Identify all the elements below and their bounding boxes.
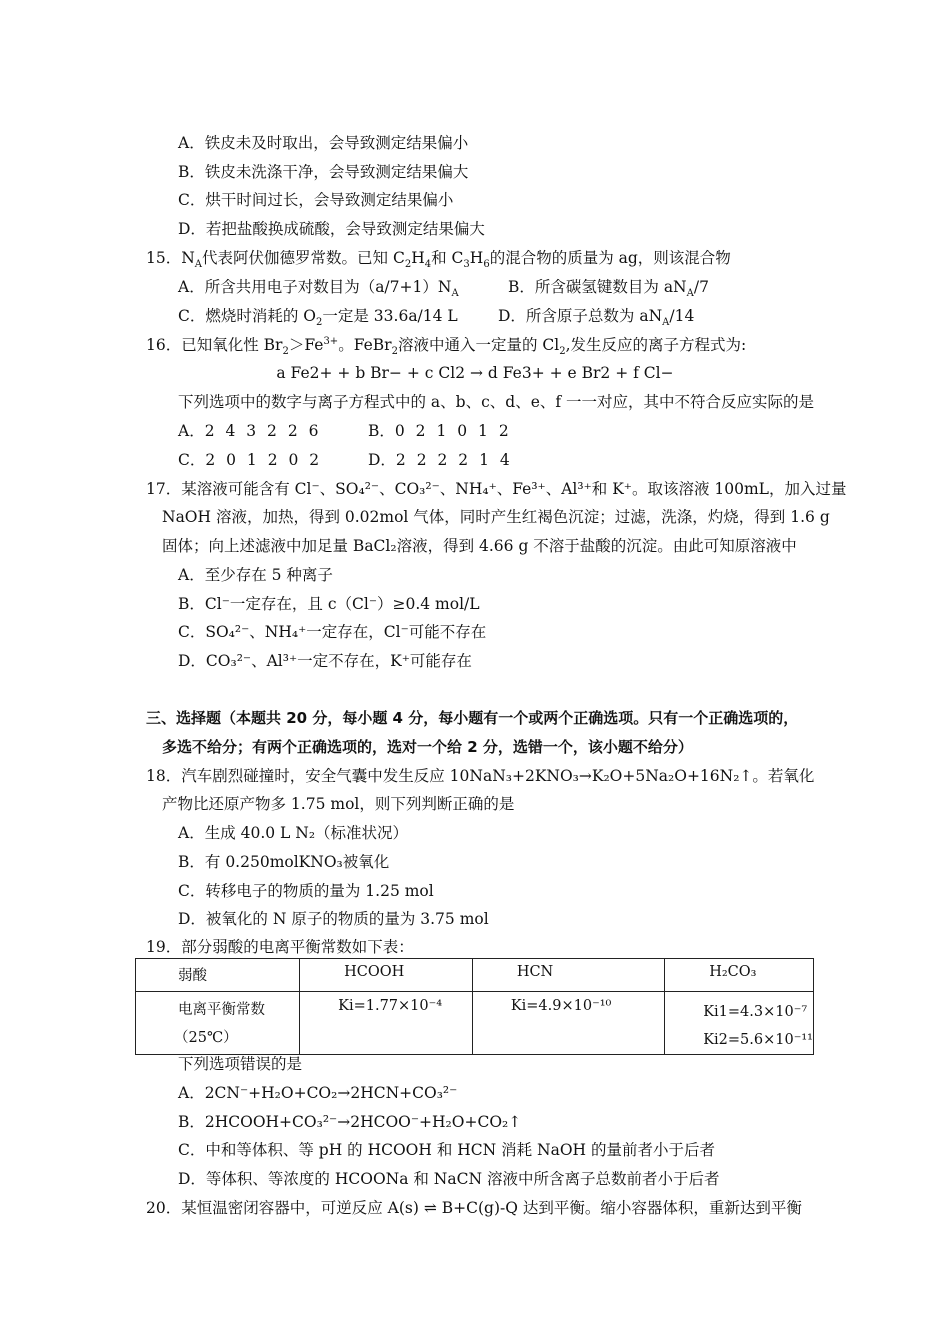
q15-option-d: D．所含原子总数为 $aN_A/14$ — [498, 307, 695, 329]
q18-option-b: B．有 0.250molKNO₃被氧化 — [178, 853, 390, 871]
table-header-hcn: HCN — [472, 959, 664, 992]
q19-option-c: C．中和等体积、等 pH 的 HCOOH 和 HCN 消耗 NaOH 的量前者小于后者 — [178, 1141, 715, 1159]
table-cell-label: 电离平衡常数 （25℃） — [136, 992, 300, 1055]
table-cell-h2co3-ka: Ki1=4.3×10⁻⁷ Ki2=5.6×10⁻¹¹ — [665, 992, 814, 1055]
q17-option-a: A．至少存在 5 种离子 — [178, 566, 333, 584]
q16-option-b: B．0 2 1 0 1 2 — [368, 422, 509, 440]
q16-option-d: D．2 2 2 2 1 4 — [368, 451, 510, 469]
q16-option-c: C．2 0 1 2 0 2 — [178, 451, 320, 469]
q19-option-d: D．等体积、等浓度的 HCOONa 和 NaCN 溶液中所含离子总数前者小于后者 — [178, 1170, 720, 1188]
q18-stem-line2: 产物比还原产物多 1.75 mol，则下列判断正确的是 — [162, 795, 515, 813]
q15-option-c: C．燃烧时消耗的 $O_2$一定是 33.6a/14 L — [178, 307, 458, 329]
q14-option-c: C．烘干时间过长，会导致测定结果偏小 — [178, 191, 454, 209]
q18-stem-line1: 18．汽车剧烈碰撞时，安全气囊中发生反应 10NaN₃+2KNO₃→K₂O+5Na₂O+16N₂↑。若氧化 — [146, 767, 815, 785]
q17-stem-line3: 固体；向上述滤液中加足量 BaCl₂溶液，得到 4.66 g 不溶于盐酸的沉淀。由此可知原溶液中 — [162, 537, 797, 555]
table-cell-hcn-ka: Ki=4.9×10⁻¹⁰ — [472, 992, 664, 1055]
table-row — [136, 992, 814, 1055]
q19-option-a: A．2CN⁻+H₂O+CO₂→2HCN+CO₃²⁻ — [178, 1084, 458, 1102]
ionization-constant-table — [135, 958, 814, 1055]
q18-option-d: D．被氧化的 N 原子的物质的量为 3.75 mol — [178, 910, 489, 928]
table-header-acid: 弱酸 — [136, 959, 300, 992]
q15-option-b: B．所含碳氢键数目为 $aN_A/7$ — [508, 278, 709, 300]
q14-option-a: A．铁皮未及时取出，会导致测定结果偏小 — [178, 134, 469, 152]
q18-option-c: C．转移电子的物质的量为 1.25 mol — [178, 882, 434, 900]
table-header-h2co3: H₂CO₃ — [665, 959, 814, 992]
q19-stem: 19．部分弱酸的电离平衡常数如下表： — [146, 938, 414, 956]
q16-equation: a Fe2+ + b Br− + c Cl2 → d Fe3+ + e Br2 + f Cl− — [276, 364, 674, 382]
q16-instruction: 下列选项中的数字与离子方程式中的 a、b、c、d、e、f 一一对应，其中不符合反应实际的是 — [178, 393, 815, 411]
table-header-row — [136, 959, 814, 992]
q20-stem: 20．某恒温密闭容器中，可逆反应 A(s) ⇌ B+C(g)-Q 达到平衡。缩小容器体积，重新达到平衡 — [146, 1199, 802, 1217]
q19-instruction: 下列选项错误的是 — [178, 1055, 303, 1073]
section3-heading-line1: 三、选择题（本题共 20 分，每小题 4 分，每小题有一个或两个正确选项。只有一个正确选项的， — [146, 709, 799, 727]
q15-option-a: A．所含共用电子对数目为$(a/7+1)N_A$ — [178, 278, 459, 300]
q16-option-a: A．2 4 3 2 2 6 — [178, 422, 319, 440]
q17-stem-line2: NaOH 溶液，加热，得到 0.02mol 气体，同时产生红褐色沉淀；过滤，洗涤，灼烧，得到 1.6 g — [162, 508, 830, 526]
q18-option-a: A．生成 40.0 L N₂（标准状况） — [178, 824, 409, 842]
q17-option-b: B．Cl⁻一定存在，且 c（Cl⁻）≥0.4 mol/L — [178, 595, 480, 613]
table-cell-hcooh-ka: Ki=1.77×10⁻⁴ — [300, 992, 473, 1055]
q17-stem-line1: 17．某溶液可能含有 Cl⁻、SO₄²⁻、CO₃²⁻、NH₄⁺、Fe³⁺、Al³⁺和 K⁺。取该溶液 100mL，加入过量 — [146, 480, 847, 498]
q16-stem: 16．已知氧化性 $Br_2>Fe^{3+}$。FeBr$_2$溶液中通入一定量的 $Cl_2$,发生反应的离子方程式为: — [146, 335, 747, 358]
q15-stem: 15．$N_A$代表阿伏伽德罗常数。已知 $C_2H_4$和 $C_3H_6$的混合物的质量为 ag，则该混合物 — [146, 249, 731, 271]
table-header-hcooh: HCOOH — [300, 959, 473, 992]
q14-option-d: D．若把盐酸换成硫酸，会导致测定结果偏大 — [178, 220, 485, 238]
q17-option-d: D．CO₃²⁻、Al³⁺一定不存在，K⁺可能存在 — [178, 652, 472, 670]
section3-heading-line2: 多选不给分；有两个正确选项的，选对一个给 2 分，选错一个，该小题不给分） — [162, 738, 693, 756]
q14-option-b: B．铁皮未洗涤干净，会导致测定结果偏大 — [178, 163, 469, 181]
q17-option-c: C．SO₄²⁻、NH₄⁺一定存在，Cl⁻可能不存在 — [178, 623, 487, 641]
q19-option-b: B．2HCOOH+CO₃²⁻→2HCOO⁻+H₂O+CO₂↑ — [178, 1113, 522, 1131]
